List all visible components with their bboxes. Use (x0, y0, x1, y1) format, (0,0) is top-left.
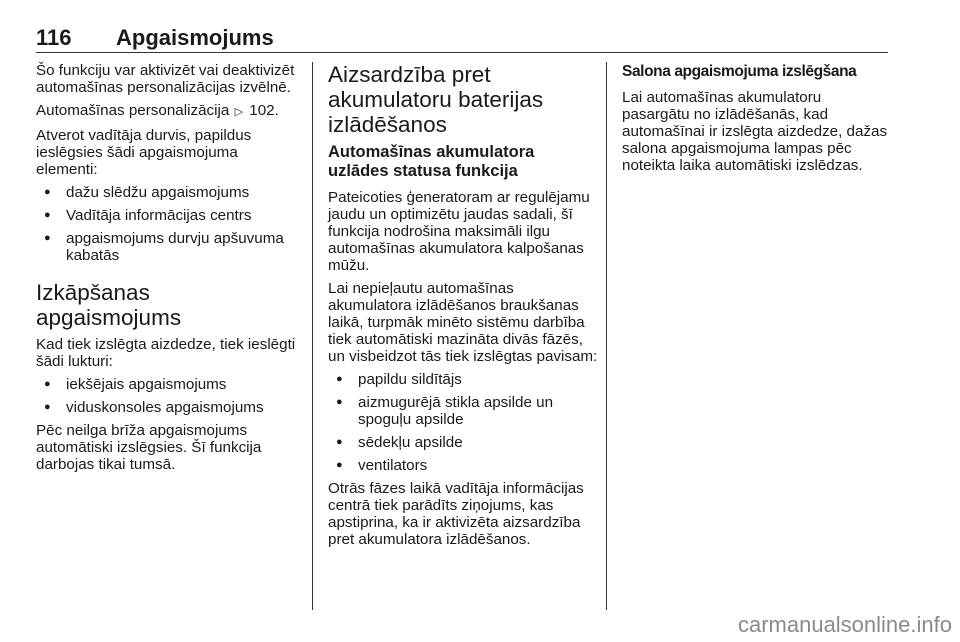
list-item: ● viduskonsoles apgaismojums (36, 399, 298, 416)
door-paragraph: Atverot vadītāja durvis, papildus ieslēgsies šādi apgaismojuma elementi: (36, 127, 252, 178)
reduced-systems-list (328, 371, 598, 474)
list-item: ● aizmugurējā stikla apsilde un spoguļu apsilde (328, 394, 598, 428)
exit-paragraph: Kad tiek izslēgta aizdedze, tiek ieslēgti šādi lukturi: (36, 336, 296, 370)
intro-paragraph: Šo funkciju var aktivizēt vai deaktivizēt automašīnas personalizācijas izvēlnē. (36, 62, 295, 96)
exit-list (36, 376, 298, 416)
column-2 (328, 62, 598, 554)
page-reference-arrow-icon: ▷ (234, 106, 244, 118)
interior-lighting-off-heading: Salona apgaismojuma izslēgšana (622, 63, 857, 80)
list-item: ● apgaismojums durvju apšuvuma kabatās (36, 230, 298, 264)
column-divider (312, 62, 313, 610)
page-header (36, 24, 888, 52)
list-item: ● ventilators (328, 457, 598, 474)
column-divider (606, 62, 607, 610)
door-list (36, 184, 298, 264)
list-item: ● papildu sildītājs (328, 371, 598, 388)
battery-paragraph-3: Otrās fāzes laikā vadītāja informācijas centrā tiek parādīts ziņojums, kas apstiprina, ka ir aktivizēta aizsardzība pret akumulatora izlādēšanos. (328, 480, 584, 548)
header-rule (36, 52, 888, 53)
column-1 (36, 62, 298, 479)
interior-lighting-paragraph: Lai automašīnas akumulatoru pasargātu no izlādēšanās, kad automašīnai ir izslēgta aizdedze, dažas salona apgaismojuma lampas pēc noteikta laika automātiski izslēdzas. (622, 89, 888, 174)
list-item: ● Vadītāja informācijas centrs (36, 207, 298, 224)
exit-lighting-heading: Izkāpšanas apgaismojums (36, 280, 182, 330)
list-item: ● dažu slēdžu apgaismojums (36, 184, 298, 201)
reference-paragraph (36, 102, 298, 121)
battery-protection-heading: Aizsardzība pret akumulatoru baterijas izlādēšanos (328, 62, 544, 137)
watermark: carmanualsonline.info (737, 612, 952, 637)
column-3 (622, 62, 892, 180)
battery-paragraph-1: Pateicoties ģeneratoram ar regulējamu jaudu un optimizētu jaudas sadali, šī funkcija nodrošina maksimāli ilgu automašīnas akumulatora kalpošanas mūžu. (328, 189, 590, 274)
list-item: ● sēdekļu apsilde (328, 434, 598, 451)
charge-status-subheading: Automašīnas akumulatora uzlādes statusa funkcija (328, 143, 535, 180)
reference-text: Automašīnas personalizācija (36, 102, 230, 119)
exit-after-paragraph: Pēc neilga brīža apgaismojums automātiski izslēgsies. Šī funkcija darbojas tikai tumsā. (36, 422, 262, 473)
list-item: ● iekšējais apgaismojums (36, 376, 298, 393)
reference-page-link[interactable]: 102. (249, 102, 279, 119)
battery-paragraph-2: Lai nepieļautu automašīnas akumulatora izlādēšanos braukšanas laikā, turpmāk minēto sistēmu darbība tiek automātiski mazināta divās fāzēs, un visbeidzot tās tiek izslēgtas pavisam: (328, 280, 598, 365)
running-title: Apgaismojums (116, 25, 274, 50)
page-number: 116 (36, 25, 72, 50)
